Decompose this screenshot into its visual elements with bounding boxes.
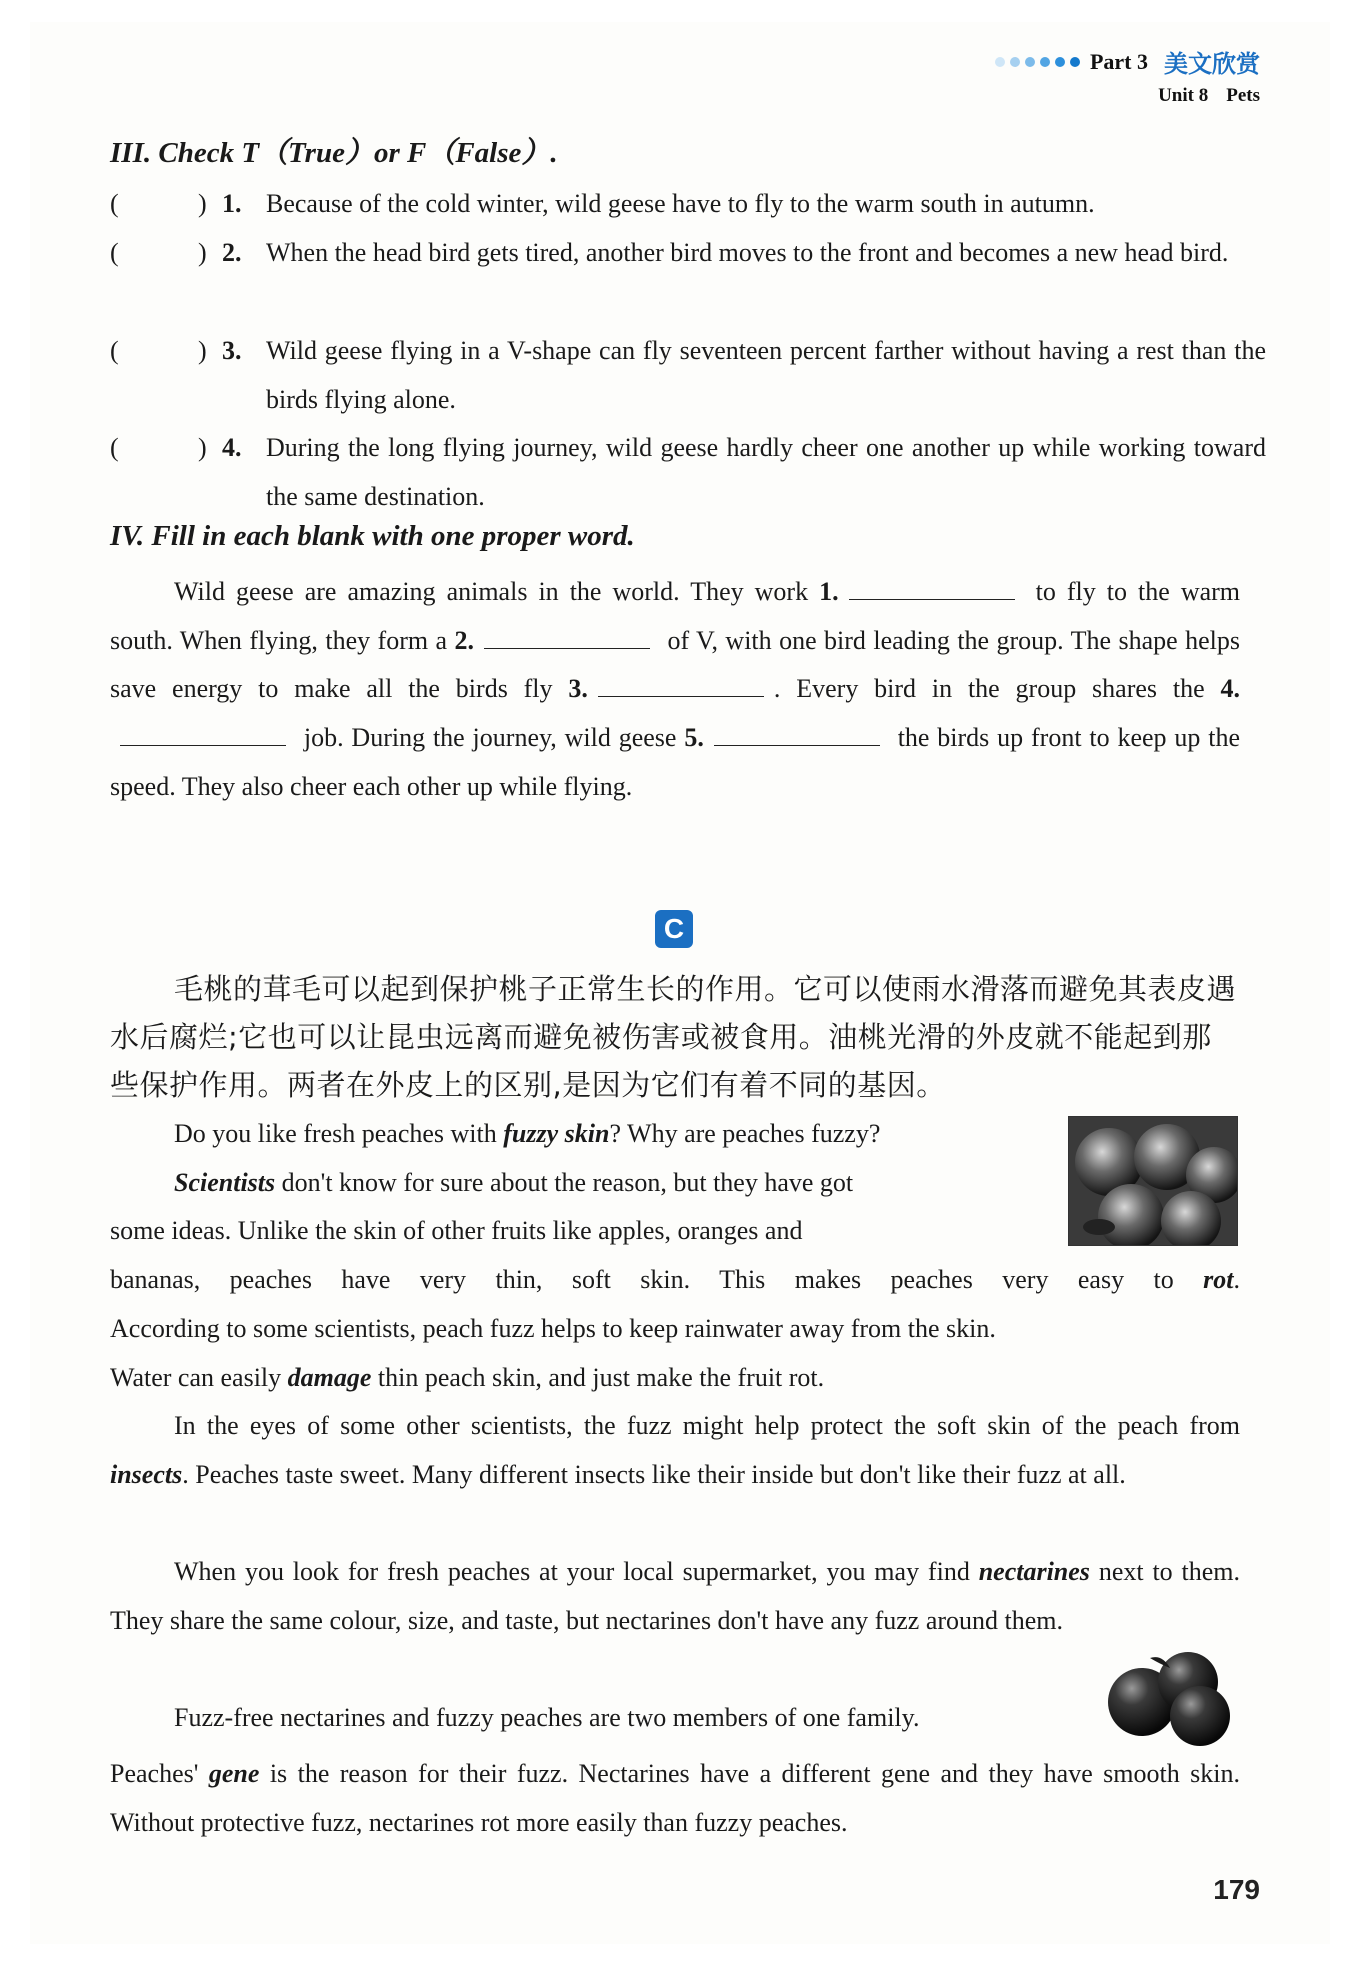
cloze-paragraph: Wild geese are amazing animals in the world. They work 1. to fly to the warm south. When flying, they form a 2. of V, with one bird leading the group. The shape helps save energy to make all the birds fly 3. . Every bird in the group shares the 4. job. During the journey, wild geese 5. the birds up front to keep up the speed. They also cheer each other up while flying. (110, 577, 1241, 801)
passage-c-para-4-first: Fuzz-free nectarines and fuzzy peaches are two members of one family. (174, 1703, 920, 1732)
keyword-fuzzy-skin: fuzzy skin (503, 1119, 610, 1148)
keyword-gene: gene (208, 1759, 260, 1788)
passage-c-para-1: Scientists don't know for sure about the reason, but they have got some ideas. Unlike the skin of other fruits like apples, oranges and bananas, peaches have very thin, soft skin. This makes peaches very easy to rot. According to some scientists, peach fuzz helps to keep rainwater away from the skin. Water can easily damage thin peach skin, and just make the fruit rot. (110, 1167, 1240, 1392)
item-statement: When the head bird gets tired, another bird moves to the front and becomes a new head bird. (266, 238, 1229, 267)
part-label: Part 3 (1089, 48, 1148, 74)
item-statement: Wild geese flying in a V-shape can fly seventeen percent farther without having a rest than the birds flying alone. (266, 336, 1266, 414)
section-3-title: III. Check T（True）or F（False）. (110, 137, 558, 169)
tf-item-4: ( ) 4. During the long flying journey, wild geese hardly cheer one another up while working toward the same destination. (110, 424, 1285, 522)
item-number: 4. (222, 433, 242, 462)
passage-c-para-3: When you look for fresh peaches at your local supermarket, you may find nectarines next to them. They share the same colour, size, and taste, but nectarines don't have any fuzz around them. (110, 1557, 1241, 1635)
item-number: 2. (222, 238, 242, 267)
section-4-title: IV. Fill in each blank with one proper word. (110, 520, 635, 552)
blank-4-number: 4. (1220, 674, 1240, 704)
unit-topic: Pets (1226, 85, 1260, 106)
item-number: 1. (222, 189, 242, 218)
keyword-scientists: Scientists (174, 1167, 276, 1197)
dots-ornament (995, 57, 1080, 67)
blank-2-number: 2. (454, 625, 474, 655)
tf-item-2: ( ) 2. When the head bird gets tired, another bird moves to the front and becomes a new head bird. (110, 229, 1285, 327)
blank-3[interactable] (598, 674, 764, 697)
nectarines-photo (1100, 1648, 1240, 1748)
tf-item-1: ( ) 1. Because of the cold winter, wild geese have to fly to the warm south in autumn. (110, 180, 1285, 230)
blank-1[interactable] (849, 577, 1015, 600)
item-number: 3. (222, 336, 242, 365)
para1-body: don't know for sure about the reason, but they have got (281, 1167, 854, 1197)
passage-c-para-4: Peaches' gene is the reason for their fuzz. Nectarines have a different gene and they have smooth skin. Without protective fuzz, nectarines rot more easily than fuzzy peaches. (110, 1759, 1240, 1837)
page-number: 179 (1213, 1874, 1260, 1905)
blank-4[interactable] (120, 723, 286, 746)
running-header (995, 44, 1260, 107)
header-unit-line (995, 85, 1260, 107)
passage-c-intro-zh: 毛桃的茸毛可以起到保护桃子正常生长的作用。它可以使雨水滑落而避免其表皮遇水后腐烂;它也可以让昆虫远离而避免被伤害或被食用。油桃光滑的外皮就不能起到那些保护作用。两者在外皮上的区别,是因为它们有着不同的基因。 (110, 972, 1237, 1102)
tf-item-3: ( ) 3. Wild geese flying in a V-shape can fly seventeen percent farther without having a rest than the birds flying alone. (110, 327, 1285, 425)
blank-5-number: 5. (684, 723, 704, 753)
header-part-line (995, 44, 1260, 79)
unit-label: Unit 8 (1158, 85, 1209, 106)
keyword-insects: insects (110, 1459, 183, 1489)
blank-5[interactable] (714, 723, 880, 746)
blank-3-number: 3. (568, 674, 588, 704)
keyword-rot: rot (1203, 1265, 1234, 1295)
keyword-nectarines: nectarines (978, 1557, 1090, 1586)
part-title-zh: 美文欣赏 (1164, 50, 1260, 78)
blank-1-number: 1. (819, 577, 839, 606)
passage-c-para-2: In the eyes of some other scientists, the fuzz might help protect the soft skin of the peach from insects. Peaches taste sweet. Many different insects like their inside but don't like their fuzz at all. (110, 1411, 1240, 1489)
blank-2[interactable] (484, 626, 650, 649)
item-statement: During the long flying journey, wild geese hardly cheer one another up while working toward the same destination. (266, 433, 1266, 511)
keyword-damage: damage (287, 1362, 372, 1392)
passage-c-para-1-top: Do you like fresh peaches with fuzzy skin? Why are peaches fuzzy? (174, 1119, 881, 1148)
item-statement: Because of the cold winter, wild geese have to fly to the warm south in autumn. (266, 189, 1095, 218)
passage-c-badge: C (655, 910, 693, 948)
